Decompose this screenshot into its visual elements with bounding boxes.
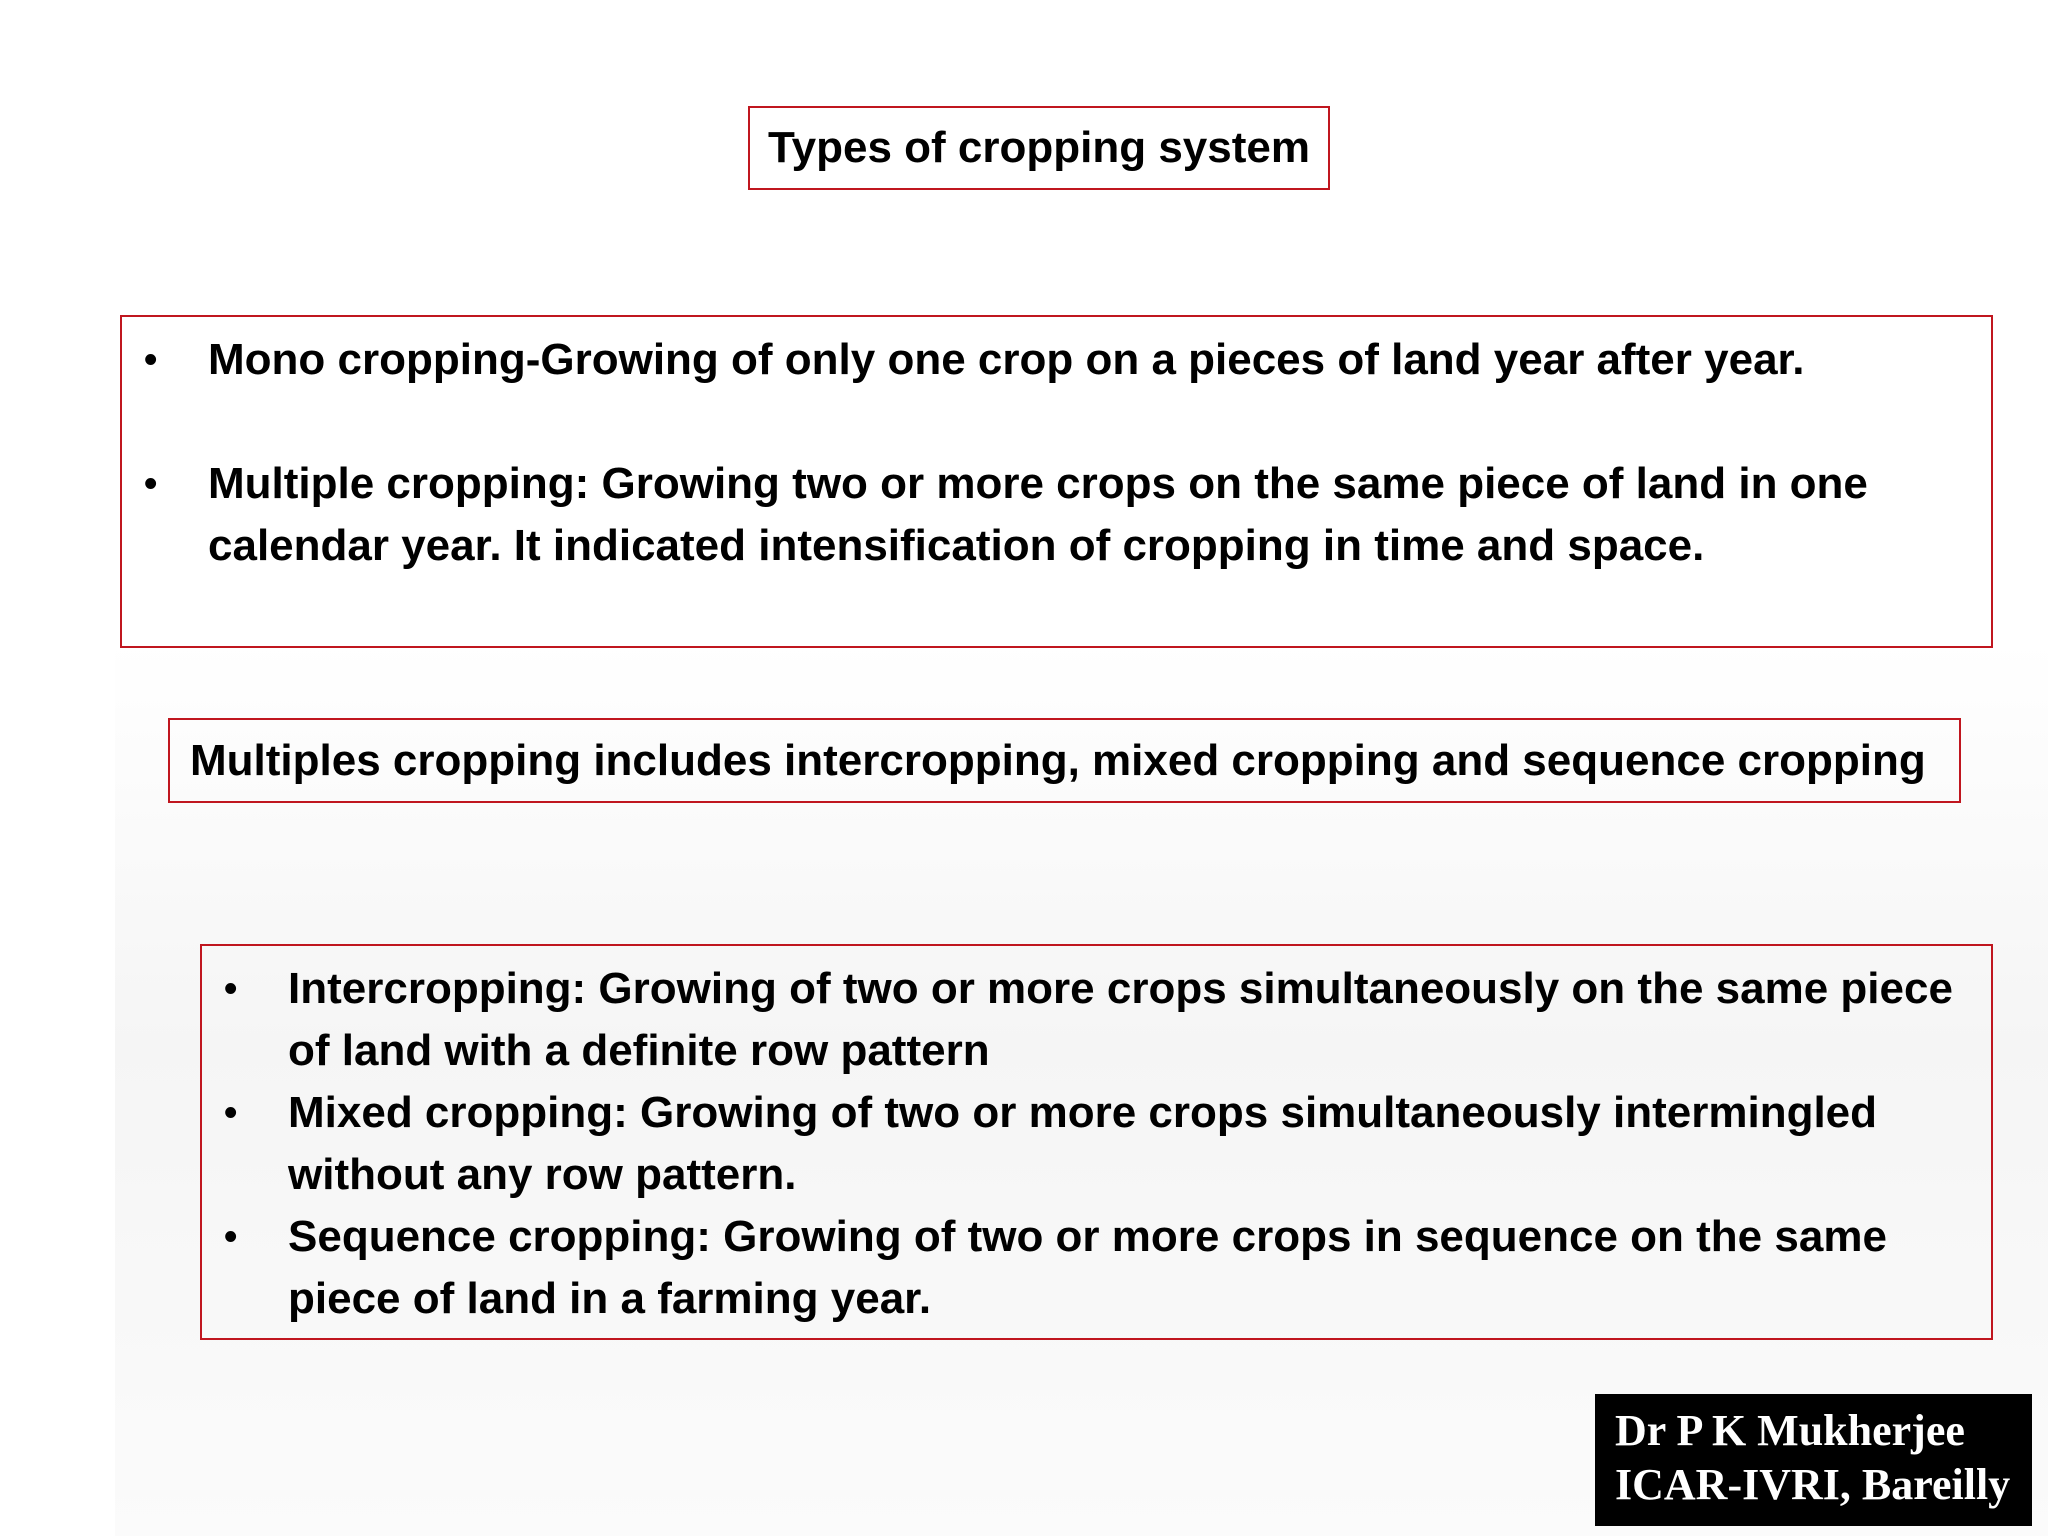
bullet-icon: • bbox=[144, 463, 158, 505]
list-item-mono-cropping bbox=[144, 329, 1978, 391]
definition-text: Mono cropping-Growing of only one crop on a pieces of land year after year. bbox=[208, 335, 1805, 384]
bullet-icon: • bbox=[224, 968, 238, 1010]
types-box bbox=[200, 944, 1993, 1340]
title-box bbox=[748, 106, 1330, 190]
list-item-multiple-cropping bbox=[144, 453, 1978, 577]
list-item-sequence-cropping bbox=[224, 1206, 1988, 1330]
author-affiliation: ICAR-IVRI, Bareilly bbox=[1615, 1460, 2011, 1509]
list-item-intercropping bbox=[224, 958, 1988, 1082]
bullet-icon: • bbox=[144, 339, 158, 381]
slide-title: Types of cropping system bbox=[768, 123, 1310, 172]
definition-text: Multiple cropping: Growing two or more crops on the same piece of land in one calendar year. It indicated intensification of cropping in time and space. bbox=[208, 459, 1868, 570]
bullet-icon: • bbox=[224, 1216, 238, 1258]
definitions-list bbox=[144, 329, 1978, 577]
definitions-box bbox=[120, 315, 1993, 648]
list-item-mixed-cropping bbox=[224, 1082, 1988, 1206]
note-text: Multiples cropping includes intercropping, mixed cropping and sequence cropping bbox=[190, 735, 1926, 785]
note-box bbox=[168, 718, 1961, 803]
bullet-icon: • bbox=[224, 1092, 238, 1134]
type-text: Sequence cropping: Growing of two or more crops in sequence on the same piece of land in a farming year. bbox=[288, 1212, 1887, 1323]
type-text: Mixed cropping: Growing of two or more crops simultaneously intermingled without any row pattern. bbox=[288, 1088, 1878, 1199]
author-name: Dr P K Mukherjee bbox=[1615, 1406, 1965, 1455]
author-credit bbox=[1595, 1394, 2032, 1526]
types-list bbox=[224, 958, 1988, 1330]
type-text: Intercropping: Growing of two or more crops simultaneously on the same piece of land with a definite row pattern bbox=[288, 964, 1953, 1075]
